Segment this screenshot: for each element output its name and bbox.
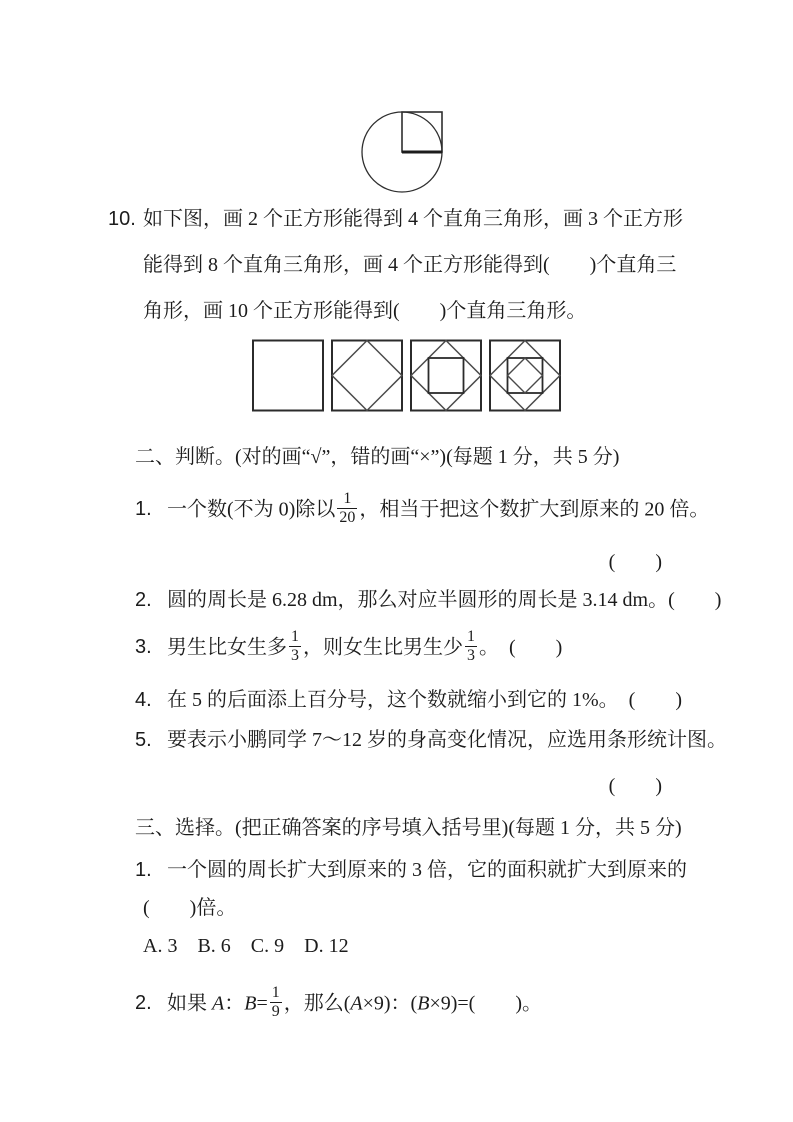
choice-item-1-line-2: ( )倍。 [143,897,237,919]
nested-squares-figure [252,339,562,413]
pattern-square-3 [411,341,481,411]
pattern-square-4 [490,341,560,411]
judgement-item-5 [135,726,727,754]
fraction-1-20: $\frac{1}{20}$ [339,490,356,527]
item-number: 2. [135,992,152,1015]
choice-item-2 [135,986,542,1024]
question-10-line-1 [108,205,683,233]
item-number: 1. [135,498,152,521]
judgement-item-1 [135,492,709,530]
quarter-circle-figure [361,100,445,194]
fraction-1-9: $\frac{1}{9}$ [271,984,280,1021]
fraction-1-3: $\frac{1}{3}$ [467,628,475,665]
question-10-line-2: 能得到 8 个直角三角形，画 4 个正方形能得到( )个直角三 [143,254,677,276]
judgement-item-4 [135,686,682,714]
item-number: 1. [135,859,152,881]
item-text: 圆的周长是 6.28 dm，那么对应半圆形的周长是 3.14 dm。( ) [167,589,722,611]
variable-b: B [417,992,430,1015]
item-text: ，相当于把这个数扩大到原来的 20 倍。 [359,498,710,521]
choice-item-1-line-1 [135,856,687,884]
item-text: 一个圆的周长扩大到原来的 3 倍，它的面积就扩大到原来的 [167,859,687,881]
item-text: 。 ( ) [479,636,563,659]
question-10-text-1: 如下图，画 2 个正方形能得到 4 个直角三角形，画 3 个正方形 [143,208,683,230]
fraction-1-3: $\frac{1}{3}$ [291,628,299,665]
judgement-item-3 [135,630,562,668]
question-10-line-3: 角形，画 10 个正方形能得到( )个直角三角形。 [143,300,587,322]
variable-b: B [244,992,257,1015]
judgement-item-5-answer-paren: ( ) [608,775,662,797]
item-text: ： [224,992,245,1015]
item-number: 5. [135,729,152,751]
item-text: ，那么( [283,992,351,1015]
pattern-square-1 [253,341,323,411]
item-text: ×9)：( [362,992,418,1015]
choice-item-1-options: A. 3 B. 6 C. 9 D. 12 [143,935,349,957]
item-number: 4. [135,689,152,711]
item-text: = [256,992,268,1015]
judgement-item-1-answer-paren: ( ) [608,551,662,573]
item-number: 2. [135,589,152,611]
question-10-number: 10. [108,208,136,230]
item-text: ，则女生比男生少 [303,636,463,659]
item-text: 要表示小鹏同学 7～12 岁的身高变化情况，应选用条形统计图。 [167,729,727,751]
item-number: 3. [135,636,152,659]
judgement-item-2 [135,586,721,614]
section-3-heading: 三、选择。(把正确答案的序号填入括号里)(每题 1 分，共 5 分) [135,817,682,839]
variable-a: A [212,992,225,1015]
item-text: 一个数(不为 0)除以 [167,498,336,521]
section-2-heading: 二、判断。(对的画“√”，错的画“×”)(每题 1 分，共 5 分) [135,446,620,468]
item-text: 男生比女生多 [167,636,287,659]
item-text: 在 5 的后面添上百分号，这个数就缩小到它的 1%。 ( ) [167,689,682,711]
item-text: 如果 [167,992,212,1015]
pattern-square-2 [332,341,402,411]
variable-a: A [350,992,363,1015]
item-text: ×9)=( )。 [429,992,542,1015]
